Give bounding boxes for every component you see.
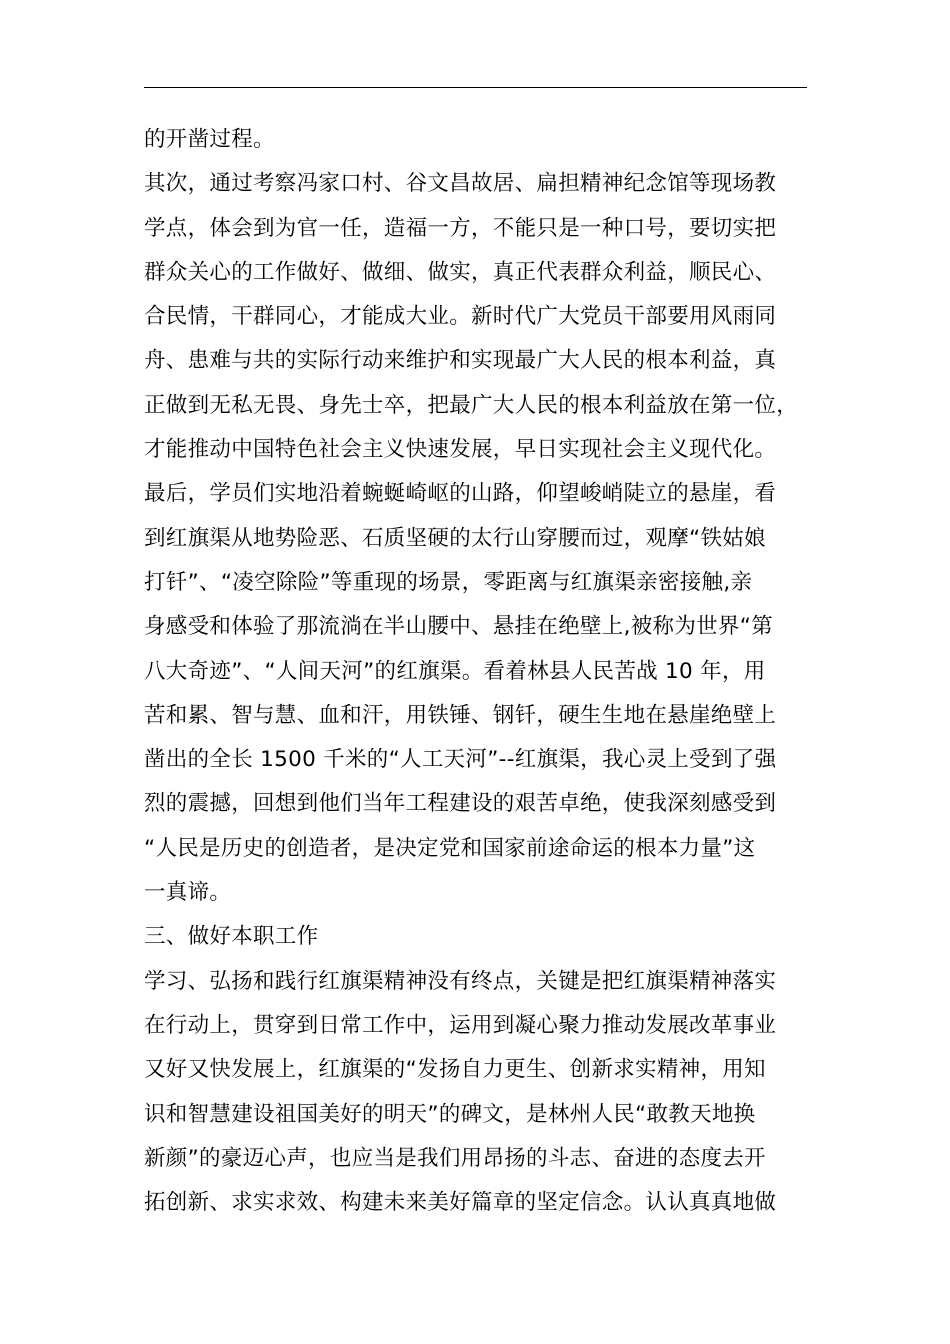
text-line: 才能推动中国特色社会主义快速发展，早日实现社会主义现代化。 [144, 437, 777, 463]
text-line: 烈的震撼，回想到他们当年工程建设的艰苦卓绝，使我深刻感受到 [144, 791, 777, 817]
text-line: 苦和累、智与慧、血和汗，用铁锤、钢钎，硬生生地在悬崖绝壁上 [144, 702, 777, 728]
section-heading: 三、做好本职工作 [144, 924, 319, 950]
text-line: 凿出的全长 1500 千米的“人工天河”--红旗渠，我心灵上受到了强 [144, 747, 777, 773]
text-line: 身感受和体验了那流淌在半山腰中、悬挂在绝壁上,被称为世界“第 [144, 614, 773, 640]
text-line: 新颜”的豪迈心声，也应当是我们用昂扬的斗志、奋进的态度去开 [144, 1145, 766, 1171]
text-line: 舟、患难与共的实际行动来维护和实现最广大人民的根本利益，真 [144, 348, 777, 374]
body-text [144, 118, 807, 1225]
text-line: 合民情，干群同心，才能成大业。新时代广大党员干部要用风雨同 [144, 304, 777, 330]
text-line: 正做到无私无畏、身先士卒，把最广大人民的根本利益放在第一位， [144, 392, 799, 418]
text-line: 又好又快发展上，红旗渠的“发扬自力更生、创新求实精神，用知 [144, 1057, 766, 1083]
text-line: 学习、弘扬和践行红旗渠精神没有终点，关键是把红旗渠精神落实 [144, 968, 777, 994]
text-line: 拓创新、求实求效、构建未来美好篇章的坚定信念。认认真真地做 [144, 1190, 777, 1216]
text-line: 群众关心的工作做好、做细、做实，真正代表群众利益，顺民心、 [144, 259, 777, 285]
text-line: 八大奇迹”、“人间天河”的红旗渠。看着林县人民苦战 10 年，用 [144, 658, 766, 684]
text-line: 打钎”、“凌空除险”等重现的场景，零距离与红旗渠亲密接触,亲 [144, 569, 753, 595]
text-line: 一真谛。 [144, 880, 232, 906]
text-line: 的开凿过程。 [144, 127, 275, 152]
text-line: 其次，通过考察冯家口村、谷文昌故居、扁担精神纪念馆等现场教 [144, 171, 777, 197]
text-line: “人民是历史的创造者，是决定党和国家前途命运的根本力量”这 [144, 835, 756, 861]
text-line: 在行动上，贯穿到日常工作中，运用到凝心聚力推动发展改革事业 [144, 1012, 777, 1038]
text-line: 识和智慧建设祖国美好的明天”的碑文，是林州人民“敢教天地换 [144, 1101, 756, 1127]
header-rule [144, 87, 807, 88]
text-line: 学点，体会到为官一任，造福一方，不能只是一种口号，要切实把 [144, 215, 777, 241]
text-line: 最后，学员们实地沿着蜿蜒崎岖的山路，仰望峻峭陡立的悬崖，看 [144, 481, 777, 507]
text-line: 到红旗渠从地势险恶、石质坚硬的太行山穿腰而过，观摩“铁姑娘 [144, 525, 766, 551]
